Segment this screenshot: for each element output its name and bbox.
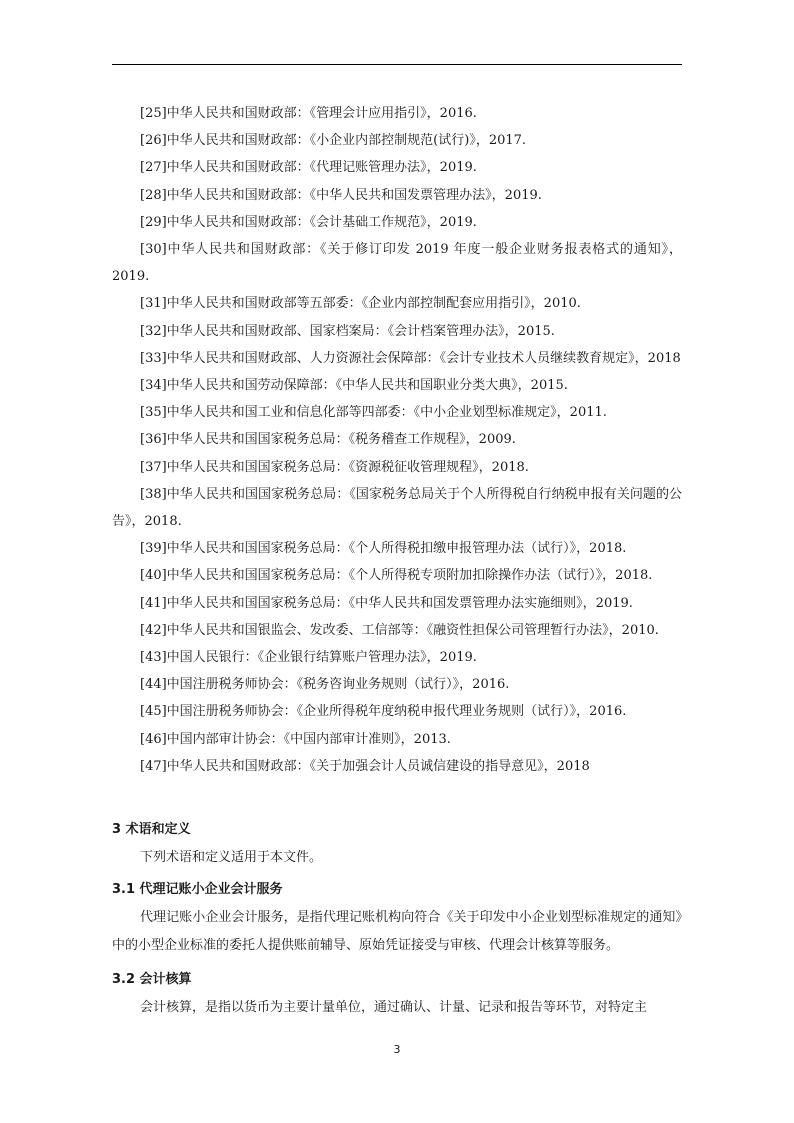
reference-item: [44]中国注册税务师协会：《税务咨询业务规则（试行）》，2016. [140,677,510,693]
reference-item: [32]中华人民共和国财政部、国家档案局：《会计档案管理办法》，2015. [140,323,555,339]
reference-list [112,100,682,780]
section-3-2 [112,966,682,1022]
section-3-2-heading: 3.2 会计核算 [112,972,192,987]
header-rule [112,64,682,65]
reference-item: [43]中国人民银行：《企业银行结算账户管理办法》，2019. [140,650,477,666]
reference-item: [35]中华人民共和国工业和信息化部等四部委：《中小企业划型标准规定》，2011. [140,405,607,421]
section-3-heading: 3 术语和定义 [112,822,191,837]
section-3-2-text: 会计核算，是指以货币为主要计量单位，通过确认、计量、记录和报告等环节，对特定主 [140,1000,648,1015]
section-3 [112,816,682,872]
reference-item: [25]中华人民共和国财政部：《管理会计应用指引》，2016. [140,106,477,121]
section-3-1-text: 代理记账小企业会计服务，是指代理记账机构向符合《关于印发中小企业划型标准规定的通知》中的小型企业标准的委托人提供账前辅导、原始凭证接受与审核、代理会计核算等服务。 [112,910,682,953]
reference-item: [30]中华人民共和国财政部：《关于修订印发 2019 年度一般企业财务报表格式的通知》，2019. [112,242,682,285]
reference-item: [37]中华人民共和国国家税务总局：《资源税征收管理规程》，2018. [140,459,529,475]
reference-item: [28]中华人民共和国财政部：《中华人民共和国发票管理办法》，2019. [140,187,542,203]
reference-item: [36]中华人民共和国国家税务总局：《税务稽查工作规程》，2009. [140,432,516,448]
reference-item: [38]中华人民共和国国家税务总局：《国家税务总局关于个人所得税自行纳税申报有关问题的公告》，2018. [112,486,682,530]
section-3-1 [112,876,682,960]
reference-item: [26]中华人民共和国财政部：《小企业内部控制规范(试行)》，2017. [140,133,527,149]
reference-item: [40]中华人民共和国国家税务总局：《个人所得税专项附加扣除操作办法（试行）》，2018. [140,568,653,584]
reference-item: [47]中华人民共和国财政部：《关于加强会计人员诚信建设的指导意见》，2018 [140,758,590,774]
reference-item: [31]中华人民共和国财政部等五部委：《企业内部控制配套应用指引》，2010. [140,296,581,312]
reference-item: [29]中华人民共和国财政部：《会计基础工作规范》，2019. [140,214,477,230]
reference-item: [34]中华人民共和国劳动保障部：《中华人民共和国职业分类大典》，2015. [140,378,568,394]
reference-item: [39]中华人民共和国国家税务总局：《个人所得税扣缴申报管理办法（试行）》，2018. [140,541,627,557]
section-3-1-heading: 3.1 代理记账小企业会计服务 [112,882,283,897]
reference-item: [45]中国注册税务师协会：《企业所得税年度纳税申报代理业务规则（试行）》，2016. [140,704,627,720]
reference-item: [46]中国内部审计协会：《中国内部审计准则》，2013. [140,731,451,747]
reference-item: [41]中华人民共和国国家税务总局：《中华人民共和国发票管理办法实施细则》，2019. [140,595,633,611]
reference-item: [33]中华人民共和国财政部、人力资源社会保障部：《会计专业技术人员继续教育规定》，2018 [140,350,681,366]
reference-item: [42]中华人民共和国银监会、发改委、工信部等：《融资性担保公司管理暂行办法》，2010. [140,622,659,638]
section-3-intro: 下列术语和定义适用于本文件。 [140,850,323,865]
reference-item: [27]中华人民共和国财政部：《代理记账管理办法》，2019. [140,160,477,176]
page-number: 3 [393,1043,401,1056]
